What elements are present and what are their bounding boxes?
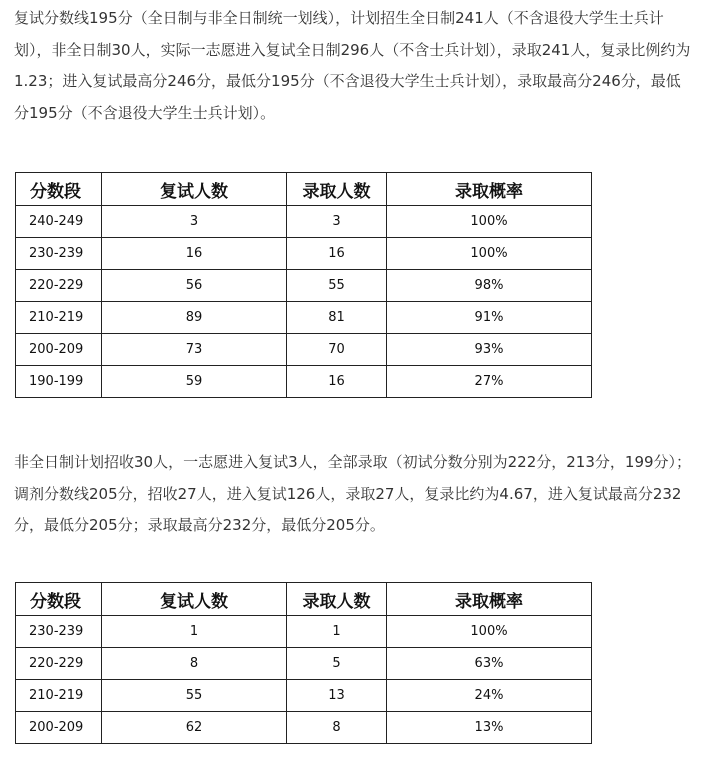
- cell-admit-count: 16: [287, 238, 387, 270]
- cell-admit-count: 3: [287, 206, 387, 238]
- table-row: [16, 334, 592, 366]
- score-table-parttime: [15, 582, 592, 744]
- header-admit-count: 录取人数: [287, 173, 387, 206]
- table-row: [16, 712, 592, 744]
- header-score-range: 分数段: [16, 583, 102, 616]
- cell-admit-rate: 100%: [387, 206, 592, 238]
- cell-score-range: 230-239: [16, 616, 102, 648]
- header-admit-rate: 录取概率: [387, 173, 592, 206]
- cell-admit-count: 13: [287, 680, 387, 712]
- cell-score-range: 240-249: [16, 206, 102, 238]
- cell-admit-rate: 100%: [387, 616, 592, 648]
- cell-interview-count: 8: [102, 648, 287, 680]
- cell-score-range: 210-219: [16, 302, 102, 334]
- cell-admit-rate: 24%: [387, 680, 592, 712]
- cell-interview-count: 16: [102, 238, 287, 270]
- score-table-fulltime: [15, 172, 592, 398]
- cell-admit-count: 1: [287, 616, 387, 648]
- cell-admit-count: 81: [287, 302, 387, 334]
- header-interview-count: 复试人数: [102, 173, 287, 206]
- cell-score-range: 230-239: [16, 238, 102, 270]
- cell-admit-count: 55: [287, 270, 387, 302]
- cell-score-range: 220-229: [16, 270, 102, 302]
- paragraph-fulltime-summary: 复试分数线195分（全日制与非全日制统一划线），计划招生全日制241人（不含退役大学生士兵计划），非全日制30人，实际一志愿进入复试全日制296人（不含士兵计划），录取241人，复录比例约为1.23；进入复试最高分246分，最低分195分（不含退役大学生士兵计划），录取最高分246分，最低分195分（不含退役大学生士兵计划）。: [14, 9, 691, 122]
- table-row: [16, 680, 592, 712]
- header-interview-count: 复试人数: [102, 583, 287, 616]
- cell-admit-rate: 91%: [387, 302, 592, 334]
- cell-admit-count: 5: [287, 648, 387, 680]
- cell-interview-count: 62: [102, 712, 287, 744]
- cell-admit-rate: 98%: [387, 270, 592, 302]
- header-admit-rate: 录取概率: [387, 583, 592, 616]
- table-header-row: [16, 583, 592, 616]
- cell-score-range: 200-209: [16, 712, 102, 744]
- cell-score-range: 210-219: [16, 680, 102, 712]
- cell-admit-rate: 13%: [387, 712, 592, 744]
- cell-score-range: 190-199: [16, 366, 102, 398]
- table-row: [16, 206, 592, 238]
- table-header-row: [16, 173, 592, 206]
- cell-admit-rate: 100%: [387, 238, 592, 270]
- cell-admit-rate: 63%: [387, 648, 592, 680]
- table-row: [16, 270, 592, 302]
- table-row: [16, 616, 592, 648]
- table-row: [16, 366, 592, 398]
- cell-interview-count: 89: [102, 302, 287, 334]
- cell-score-range: 200-209: [16, 334, 102, 366]
- cell-interview-count: 1: [102, 616, 287, 648]
- cell-interview-count: 59: [102, 366, 287, 398]
- cell-admit-rate: 27%: [387, 366, 592, 398]
- header-admit-count: 录取人数: [287, 583, 387, 616]
- header-score-range: 分数段: [16, 173, 102, 206]
- cell-admit-count: 8: [287, 712, 387, 744]
- cell-admit-count: 16: [287, 366, 387, 398]
- table-row: [16, 238, 592, 270]
- table-row: [16, 648, 592, 680]
- cell-admit-rate: 93%: [387, 334, 592, 366]
- table-row: [16, 302, 592, 334]
- cell-interview-count: 55: [102, 680, 287, 712]
- cell-interview-count: 3: [102, 206, 287, 238]
- cell-interview-count: 73: [102, 334, 287, 366]
- cell-admit-count: 70: [287, 334, 387, 366]
- paragraph-parttime-summary: 非全日制计划招收30人，一志愿进入复试3人，全部录取（初试分数分别为222分，213分，199分）；调剂分数线205分，招收27人，进入复试126人，录取27人，复录比约为4.67，进入复试最高分232分，最低分205分；录取最高分232分，最低分205分。: [14, 453, 692, 534]
- cell-interview-count: 56: [102, 270, 287, 302]
- cell-score-range: 220-229: [16, 648, 102, 680]
